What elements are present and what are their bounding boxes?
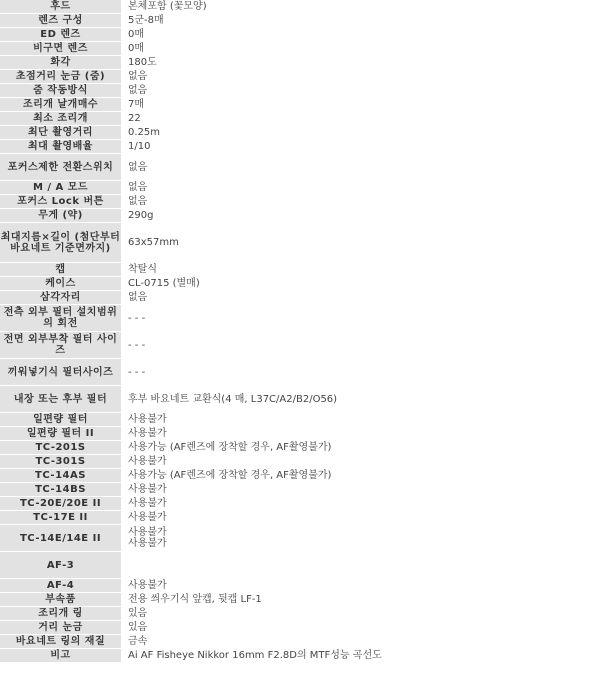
spec-label: TC-14AS: [0, 469, 124, 483]
spec-value: 전용 씌우기식 앞캡, 뒷캡 LF-1: [124, 593, 604, 607]
spec-value: Ai AF Fisheye Nikkor 16mm F2.8D의 MTF성능 곡선도: [124, 649, 604, 663]
spec-label: 거리 눈금: [0, 621, 124, 635]
spec-value: 없음: [124, 195, 604, 209]
spec-value: 1/10: [124, 140, 604, 154]
spec-value: 사용가능 (AF렌즈에 장착할 경우, AF촬영불가): [124, 441, 604, 455]
spec-value: - - -: [124, 305, 604, 332]
spec-row: [0, 42, 604, 56]
spec-row: [0, 195, 604, 209]
spec-value: - - -: [124, 359, 604, 386]
spec-row: [0, 593, 604, 607]
spec-row: [0, 579, 604, 593]
spec-row: [0, 607, 604, 621]
spec-label: 캡: [0, 263, 124, 277]
spec-label: TC-301S: [0, 455, 124, 469]
spec-value: 사용불가: [124, 579, 604, 593]
spec-value: 사용불가: [124, 427, 604, 441]
spec-label: 후드: [0, 0, 124, 14]
spec-value: 7매: [124, 98, 604, 112]
spec-label: 비고: [0, 649, 124, 663]
spec-row: [0, 413, 604, 427]
spec-row: [0, 427, 604, 441]
spec-value: 63x57mm: [124, 223, 604, 263]
spec-label: TC-17E II: [0, 511, 124, 525]
spec-value: 금속: [124, 635, 604, 649]
spec-label: 끼워넣기식 필터사이즈: [0, 359, 124, 386]
spec-label: TC-201S: [0, 441, 124, 455]
spec-label: 전면 외부부착 필터 사이즈: [0, 332, 124, 359]
spec-value: 0.25m: [124, 126, 604, 140]
spec-label: 비구면 렌즈: [0, 42, 124, 56]
spec-label: 무게 (약): [0, 209, 124, 223]
spec-row: [0, 223, 604, 263]
spec-label: AF-4: [0, 579, 124, 593]
spec-value: [124, 552, 604, 579]
spec-value: 없음: [124, 84, 604, 98]
spec-label: 전측 외부 필터 설치범위의 회전: [0, 305, 124, 332]
spec-row: [0, 291, 604, 305]
spec-label: 포커스 Lock 버튼: [0, 195, 124, 209]
spec-row: [0, 28, 604, 42]
spec-row: [0, 483, 604, 497]
spec-row: [0, 552, 604, 579]
spec-row: [0, 497, 604, 511]
spec-value: 0매: [124, 42, 604, 56]
spec-label: 케이스: [0, 277, 124, 291]
spec-value: 없음: [124, 70, 604, 84]
spec-value: 사용불가 사용불가: [124, 525, 604, 552]
spec-value: 0매: [124, 28, 604, 42]
spec-value: 사용불가: [124, 511, 604, 525]
spec-value: 없음: [124, 291, 604, 305]
spec-label: 렌즈 구성: [0, 14, 124, 28]
spec-row: [0, 332, 604, 359]
spec-row: [0, 154, 604, 181]
spec-label: 삼각자리: [0, 291, 124, 305]
spec-label: M / A 모드: [0, 181, 124, 195]
spec-label: 최소 조리개: [0, 112, 124, 126]
spec-label: 최대 촬영배율: [0, 140, 124, 154]
spec-row: [0, 56, 604, 70]
spec-label: TC-14E/14E II: [0, 525, 124, 552]
spec-label: 화각: [0, 56, 124, 70]
spec-row: [0, 14, 604, 28]
spec-value: 본체포함 (꽃모양): [124, 0, 604, 14]
spec-value: 사용불가: [124, 497, 604, 511]
spec-row: [0, 84, 604, 98]
spec-row: [0, 621, 604, 635]
spec-row: [0, 98, 604, 112]
spec-row: [0, 70, 604, 84]
spec-label: ED 렌즈: [0, 28, 124, 42]
spec-row: [0, 511, 604, 525]
spec-label: 최대지름×길이 (첨단부터 바요네트 기준면까지): [0, 223, 124, 263]
spec-value: 5군-8매: [124, 14, 604, 28]
spec-row: [0, 181, 604, 195]
spec-value: 없음: [124, 154, 604, 181]
spec-value: 290g: [124, 209, 604, 223]
spec-value: 있음: [124, 621, 604, 635]
spec-label: 포커스제한 전환스위치: [0, 154, 124, 181]
spec-value: 착탈식: [124, 263, 604, 277]
spec-row: [0, 209, 604, 223]
spec-row: [0, 441, 604, 455]
spec-label: TC-14BS: [0, 483, 124, 497]
spec-row: [0, 525, 604, 552]
spec-row: [0, 359, 604, 386]
spec-label: 초점거리 눈금 (줌): [0, 70, 124, 84]
spec-value: - - -: [124, 332, 604, 359]
spec-label: 조리개 날개매수: [0, 98, 124, 112]
spec-label: 줌 작동방식: [0, 84, 124, 98]
spec-row: [0, 305, 604, 332]
spec-row: [0, 126, 604, 140]
spec-row: [0, 277, 604, 291]
spec-value: 후부 바요네트 교환식(4 매, L37C/A2/B2/O56): [124, 386, 604, 413]
spec-row: [0, 263, 604, 277]
spec-label: TC-20E/20E II: [0, 497, 124, 511]
spec-label: 최단 촬영거리: [0, 126, 124, 140]
spec-value: 없음: [124, 181, 604, 195]
spec-label: 바요네트 링의 재질: [0, 635, 124, 649]
spec-value: 사용불가: [124, 483, 604, 497]
spec-value: 사용불가: [124, 455, 604, 469]
spec-value: 사용가능 (AF렌즈에 장착할 경우, AF촬영불가): [124, 469, 604, 483]
spec-label: AF-3: [0, 552, 124, 579]
spec-row: [0, 649, 604, 663]
spec-row: [0, 386, 604, 413]
spec-label: 일편량 필터: [0, 413, 124, 427]
spec-row: [0, 455, 604, 469]
spec-label: 부속품: [0, 593, 124, 607]
spec-row: [0, 635, 604, 649]
spec-row: [0, 140, 604, 154]
spec-value: 180도: [124, 56, 604, 70]
spec-value: 있음: [124, 607, 604, 621]
spec-label: 내장 또는 후부 필터: [0, 386, 124, 413]
spec-row: [0, 112, 604, 126]
spec-value: CL-0715 (별매): [124, 277, 604, 291]
spec-value: 사용불가: [124, 413, 604, 427]
spec-row: [0, 0, 604, 14]
spec-label: 일편량 필터 II: [0, 427, 124, 441]
spec-label: 조리개 링: [0, 607, 124, 621]
spec-value: 22: [124, 112, 604, 126]
spec-row: [0, 469, 604, 483]
